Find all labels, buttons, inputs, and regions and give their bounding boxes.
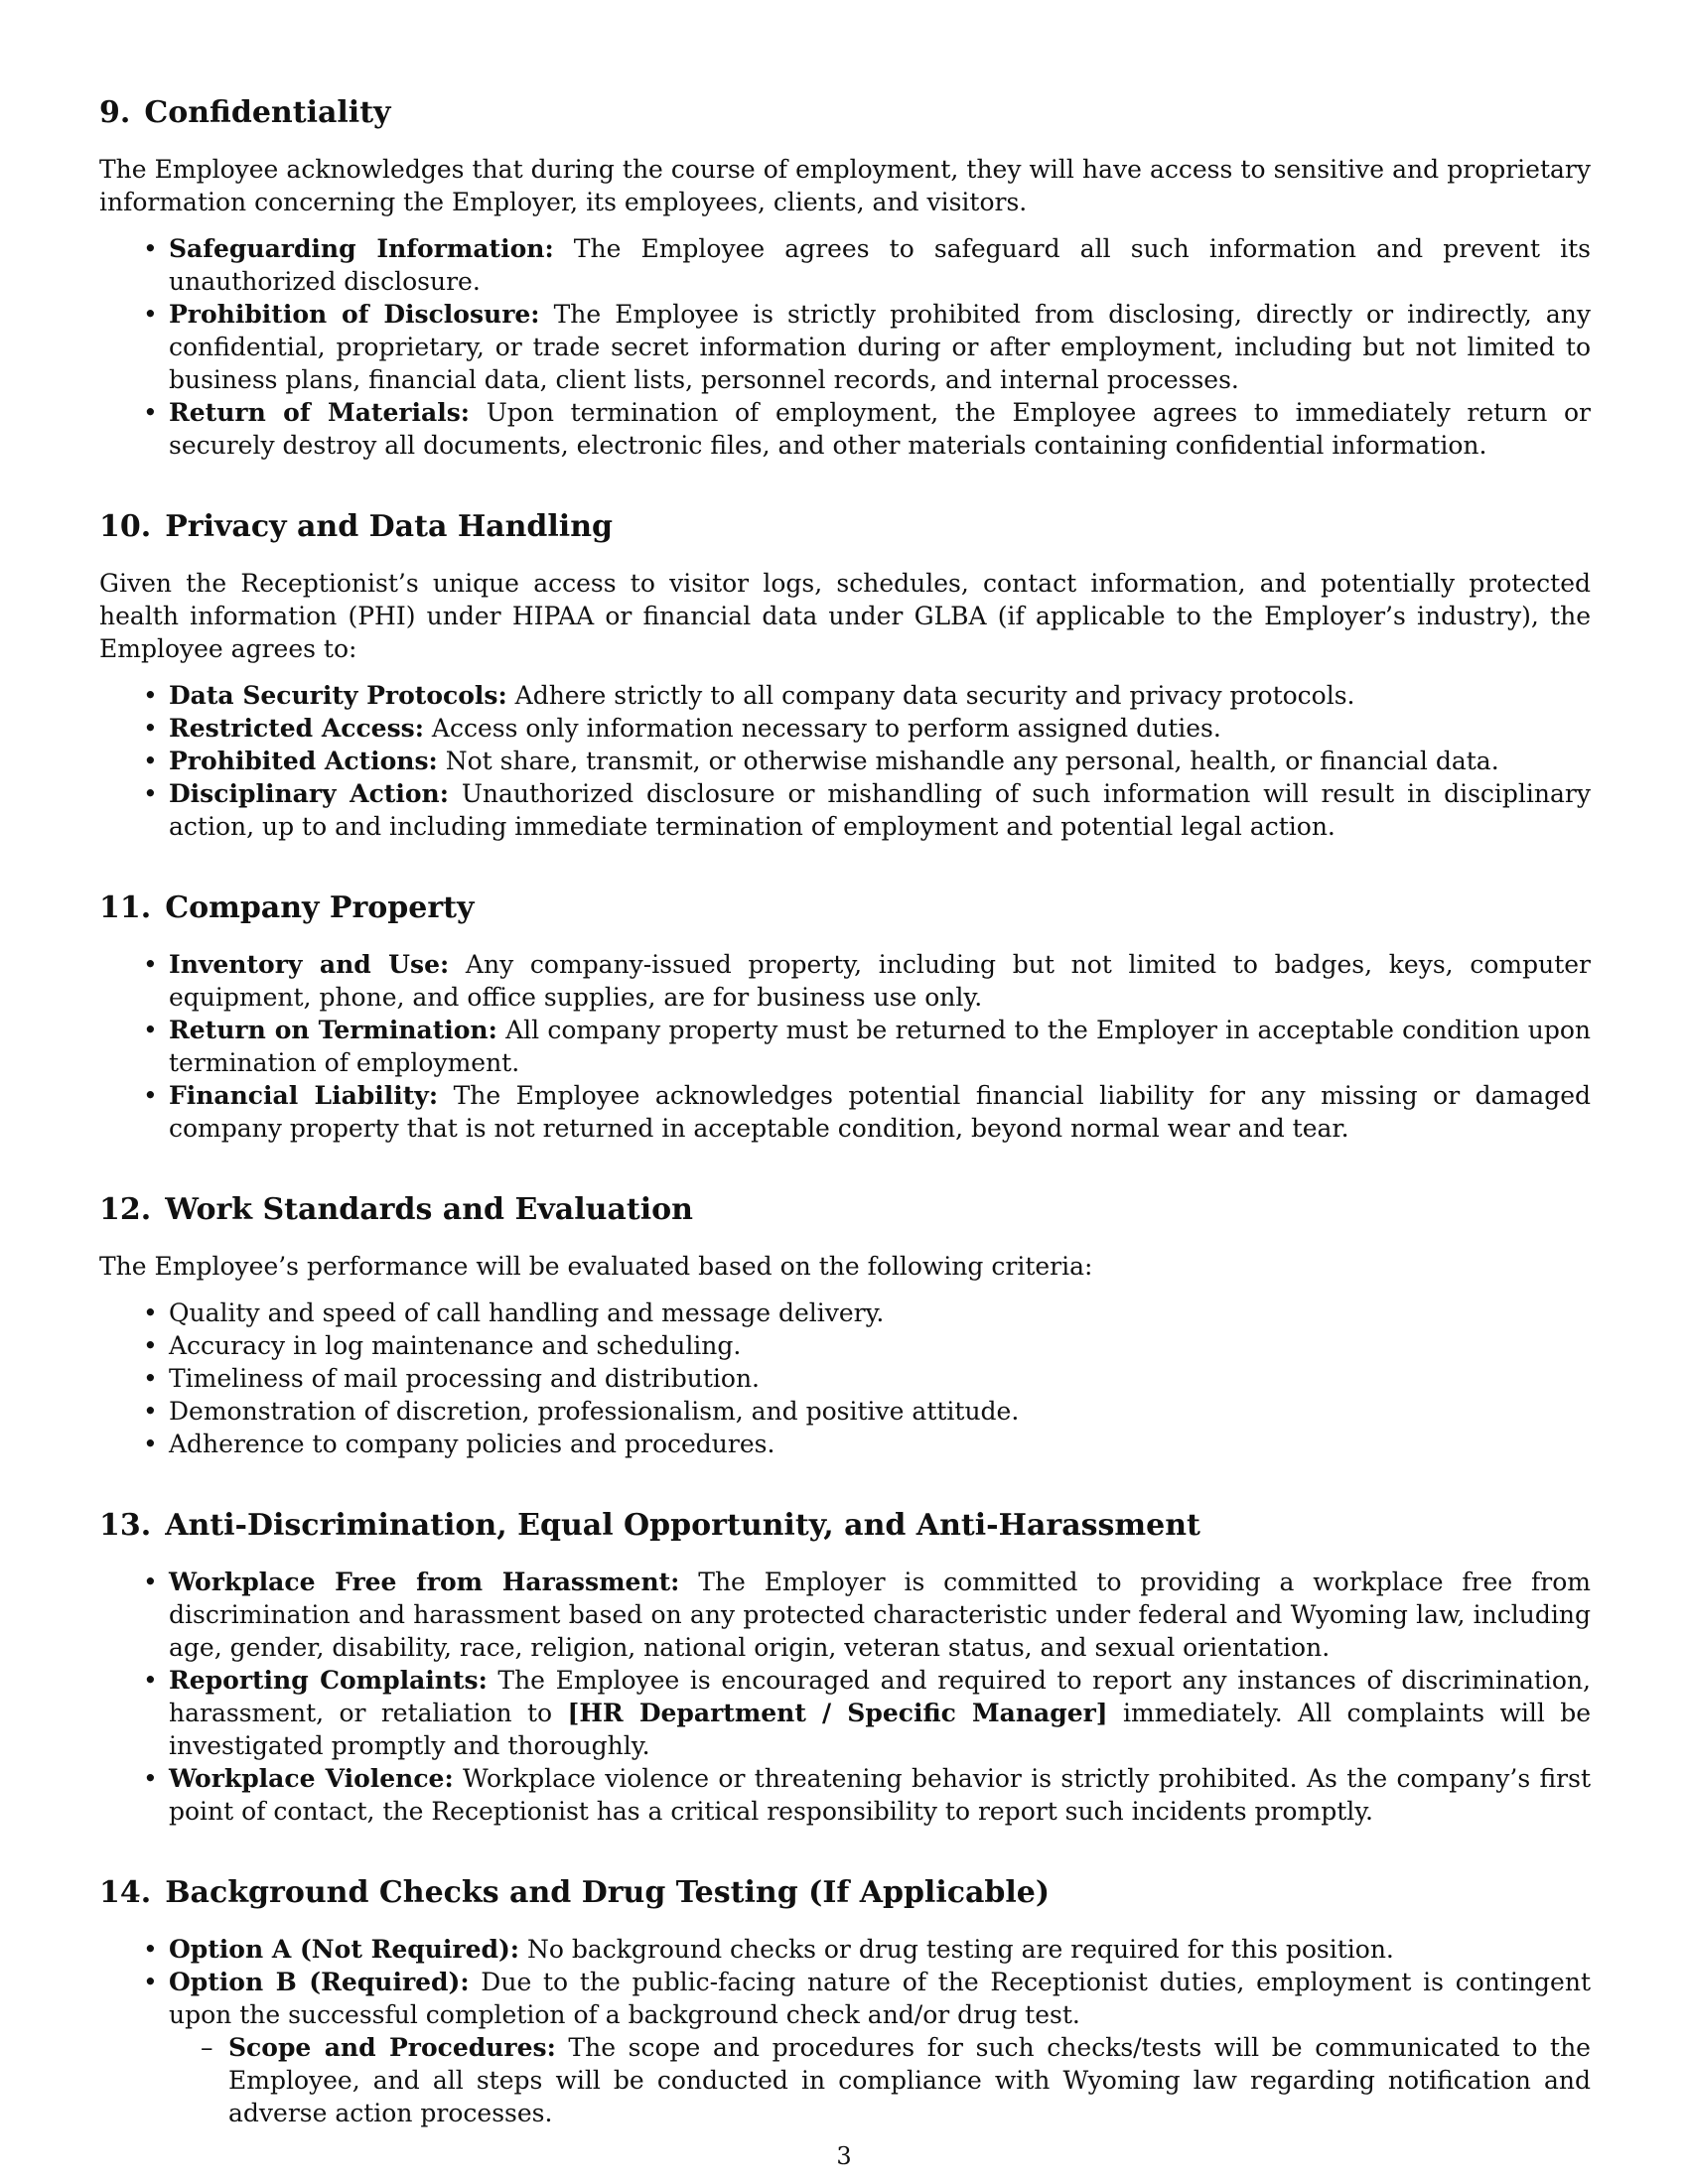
item-text: All company property must be returned to the Employer in acceptable condition upon termination of employment. xyxy=(169,1016,1591,1077)
item-text: Upon termination of employment, the Employee agrees to immediately return or securely destroy all documents, electronic files, and other materials containing confidential information. xyxy=(169,398,1591,460)
bullet-list xyxy=(99,948,1591,1145)
item-term: Disciplinary Action: xyxy=(169,779,449,808)
placeholder-bracket: [HR Department / Specific Manager] xyxy=(567,1699,1108,1727)
item-term: Reporting Complaints: xyxy=(169,1666,488,1695)
item-text-after: immediately. All complaints will be investigated promptly and thoroughly. xyxy=(169,1699,1592,1760)
bullet-list xyxy=(99,232,1591,462)
section-14 xyxy=(99,1875,1591,2129)
bullet-list xyxy=(99,1933,1591,2129)
list-item xyxy=(169,1762,1591,1828)
item-term: Scope and Procedures: xyxy=(228,2033,556,2062)
section-intro: The Employee’s performance will be evaluated based on the following criteria: xyxy=(99,1252,1093,1281)
item-text: Due to the public-facing nature of the Receptionist duties, employment is contingent upon the successful completion of a background check and/or drug test. xyxy=(169,1968,1591,2029)
item-text: Adherence to company policies and procedures. xyxy=(169,1430,775,1458)
list-item xyxy=(169,1297,1591,1329)
bullet-list xyxy=(99,1297,1591,1460)
item-text: The Employee acknowledges potential financial liability for any missing or damaged company property that is not returned in acceptable condition, beyond normal wear and tear. xyxy=(169,1081,1591,1143)
section-title: Privacy and Data Handling xyxy=(165,509,613,544)
item-text: Adhere strictly to all company data security and privacy protocols. xyxy=(506,681,1355,710)
list-item xyxy=(169,1664,1591,1762)
section-heading xyxy=(99,890,1591,926)
section-heading xyxy=(99,1192,1591,1228)
list-item xyxy=(169,745,1591,777)
section-11 xyxy=(99,890,1591,1145)
item-text: Demonstration of discretion, professionalism, and positive attitude. xyxy=(169,1397,1020,1426)
item-term: Prohibition of Disclosure: xyxy=(169,300,540,329)
item-text: Any company-issued property, including but not limited to badges, keys, computer equipment, phone, and office supplies, are for business use only. xyxy=(169,950,1591,1012)
item-term: Option A (Not Required): xyxy=(169,1935,520,1964)
item-term: Data Security Protocols: xyxy=(169,681,507,710)
bullet-list xyxy=(99,679,1591,843)
item-text: The Employee is encouraged and required to report any instances of discrimination, harassment, or retaliation to xyxy=(169,1666,1591,1727)
list-item xyxy=(169,232,1591,298)
list-item xyxy=(169,948,1591,1014)
item-term: Inventory and Use: xyxy=(169,950,450,979)
list-item xyxy=(169,679,1591,712)
item-text: No background checks or drug testing are required for this position. xyxy=(519,1935,1394,1964)
section-title: Background Checks and Drug Testing (If Applicable) xyxy=(165,1875,1051,1910)
list-item xyxy=(169,777,1591,843)
item-text: Access only information necessary to perform assigned duties. xyxy=(423,714,1221,743)
section-12 xyxy=(99,1192,1591,1460)
list-item xyxy=(169,1014,1591,1079)
section-title: Anti-Discrimination, Equal Opportunity, and Anti-Harassment xyxy=(165,1508,1200,1543)
item-term: Return on Termination: xyxy=(169,1016,497,1044)
item-term: Financial Liability: xyxy=(169,1081,439,1110)
bullet-list xyxy=(99,1566,1591,1828)
section-title: Work Standards and Evaluation xyxy=(165,1192,693,1227)
item-text: The Employee agrees to safeguard all such information and prevent its unauthorized disclosure. xyxy=(169,234,1591,296)
document-page xyxy=(99,95,1591,2177)
item-text: The Employee is strictly prohibited from disclosing, directly or indirectly, any confidential, proprietary, or trade secret information during or after employment, including but not limited to business plans, financial data, client lists, personnel records, and internal processes. xyxy=(169,300,1592,394)
item-term: Safeguarding Information: xyxy=(169,234,554,263)
section-intro: Given the Receptionist’s unique access to visitor logs, schedules, contact information, and potentially protected health information (PHI) under HIPAA or financial data under GLBA (if applicable to the Employer’s industry), the Employee agrees to: xyxy=(99,569,1591,663)
section-number: 9. xyxy=(99,95,131,130)
item-text: Timeliness of mail processing and distribution. xyxy=(169,1364,760,1393)
item-text: Not share, transmit, or otherwise mishandle any personal, health, or financial data. xyxy=(437,747,1499,775)
section-13 xyxy=(99,1508,1591,1828)
list-item xyxy=(169,1566,1591,1664)
section-heading xyxy=(99,95,1591,131)
item-term: Prohibited Actions: xyxy=(169,747,438,775)
list-item xyxy=(169,298,1591,396)
item-term: Workplace Free from Harassment: xyxy=(169,1568,680,1596)
item-term: Workplace Violence: xyxy=(169,1764,454,1793)
sub-list-item xyxy=(228,2031,1591,2129)
section-title: Company Property xyxy=(165,890,475,925)
item-text: Quality and speed of call handling and message delivery. xyxy=(169,1298,885,1327)
section-number: 12. xyxy=(99,1192,152,1227)
list-item xyxy=(169,1933,1591,1966)
list-item xyxy=(169,396,1591,462)
list-item xyxy=(169,1079,1591,1145)
list-item xyxy=(169,1966,1591,2129)
item-term: Option B (Required): xyxy=(169,1968,470,1996)
item-term: Restricted Access: xyxy=(169,714,424,743)
item-term: Return of Materials: xyxy=(169,398,471,427)
item-text: Accuracy in log maintenance and scheduling. xyxy=(169,1331,742,1360)
section-number: 13. xyxy=(99,1508,152,1543)
section-number: 11. xyxy=(99,890,152,925)
list-item xyxy=(169,1329,1591,1362)
item-text: Workplace violence or threatening behavior is strictly prohibited. As the company’s first point of contact, the Receptionist has a critical responsibility to report such incidents promptly. xyxy=(169,1764,1592,1826)
list-item xyxy=(169,1362,1591,1395)
list-item xyxy=(169,1428,1591,1460)
sub-list xyxy=(169,2031,1591,2129)
page-number: 3 xyxy=(836,2142,852,2170)
section-heading xyxy=(99,509,1591,545)
section-heading xyxy=(99,1508,1591,1544)
section-heading xyxy=(99,1875,1591,1911)
list-item xyxy=(169,1395,1591,1428)
section-title: Confidentiality xyxy=(144,95,391,130)
section-10 xyxy=(99,509,1591,843)
section-intro: The Employee acknowledges that during the course of employment, they will have access to sensitive and proprietary information concerning the Employer, its employees, clients, and visitors. xyxy=(99,155,1591,216)
section-number: 14. xyxy=(99,1875,152,1910)
item-text: Unauthorized disclosure or mishandling of such information will result in disciplinary action, up to and including immediate termination of employment and potential legal action. xyxy=(169,779,1591,841)
section-9 xyxy=(99,95,1591,462)
section-number: 10. xyxy=(99,509,152,544)
item-text: The Employer is committed to providing a workplace free from discrimination and harassment based on any protected characteristic under federal and Wyoming law, including age, gender, disability, race, religion, national origin, veteran status, and sexual orientation. xyxy=(169,1568,1591,1662)
item-text: The scope and procedures for such checks/tests will be communicated to the Employee, and all steps will be conducted in compliance with Wyoming law regarding notification and adverse action processes. xyxy=(228,2033,1591,2127)
list-item xyxy=(169,712,1591,745)
